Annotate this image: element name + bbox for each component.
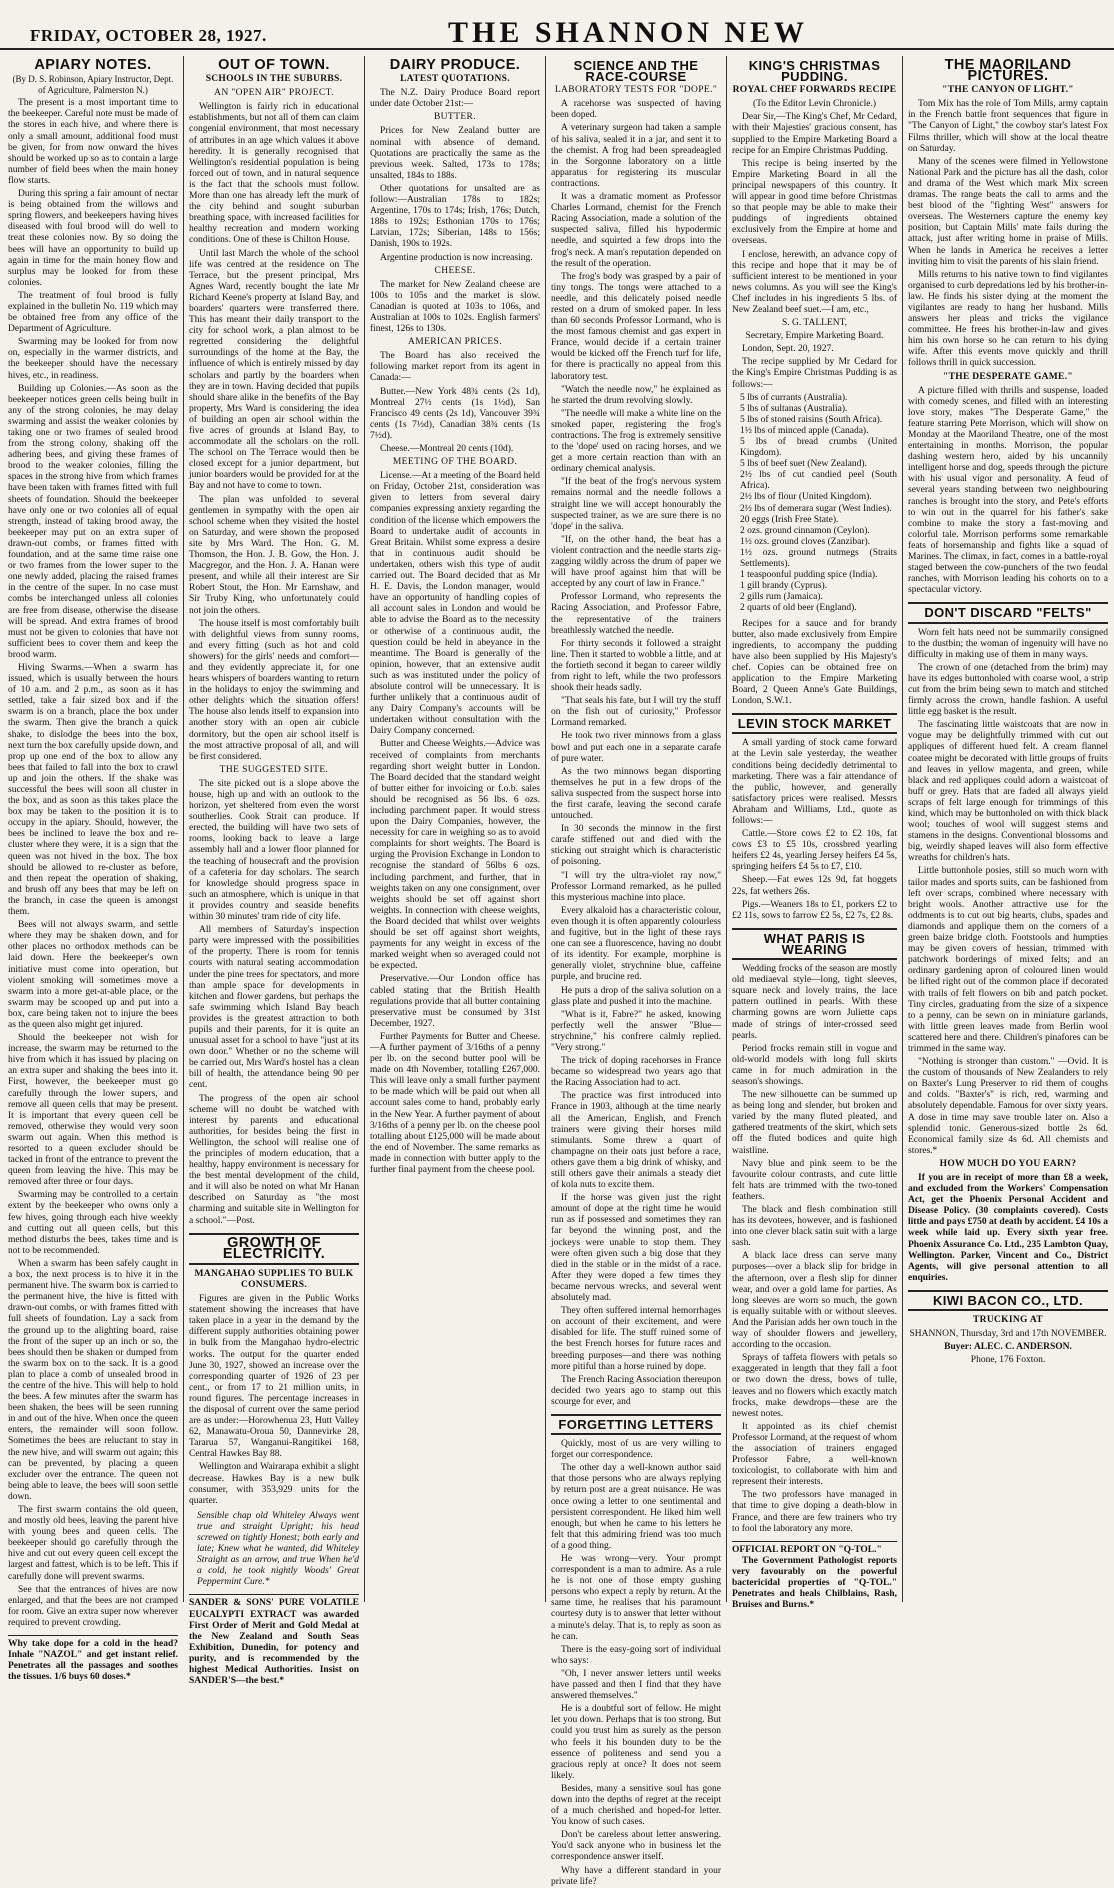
article-subtitle: "THE CANYON OF LIGHT." (942, 85, 1074, 96)
paragraph: Quickly, most of us are very willing to forget our correspondence. (551, 1439, 721, 1461)
advertisement-buyer: Buyer: ALEC. C. ANDERSON. (944, 1342, 1072, 1353)
paragraph: Swarming may be looked for from now on, especially in the warmer districts, and the beekeeper should have the necessary hives, etc., in readiness. (8, 337, 178, 381)
paragraph: "What is it, Fabre?" he asked, knowing perfectly well the answer "Blue—strychnine," his confrere calmly replied. "Very strong." (551, 1009, 721, 1053)
column-science-racecourse (551, 56, 721, 1887)
signature-name: S. G. TALLENT, (781, 318, 848, 329)
paragraph: The recipe supplied by Mr Cedard for the King's Empire Christmas Pudding is as follows:— (732, 357, 897, 390)
paragraph: The market for New Zealand cheese are 100s to 105s and the market is slow. Canadian is quoted at 103s to 106s, and Australian at 100s to 102s. English farmers' finest, 126s to 130s. (370, 279, 540, 335)
advertisement-nazol: Why take dope for a cold in the head? Inhale "NAZOL" and get instant relief. Penetrates all the passages and soothes the tissues. 1/6 buys 60 doses.* (8, 1635, 178, 1683)
article-kicker: AN "OPEN AIR" PROJECT. (214, 88, 334, 99)
paragraph: It appointed as its chief chemist Professor Lormand, at the request of whom the association of trainers engaged Professor Fabre, a well-known toxicologist, to collaborate with him and represent their interests. (732, 1421, 897, 1488)
recipe-item: 2½ lbs of cut candied peel (South Africa). (740, 470, 897, 492)
paragraph: Wellington and Wairarapa exhibit a slight decrease. Hawkes Bay is a new bulk consumer, with 353,929 units for the quarter. (189, 1462, 359, 1506)
article-subtitle: MANGAHAO SUPPLIES TO BULK CONSUMERS. (194, 1268, 354, 1290)
paragraph: See that the entrances of hives are now enlarged, and that the bees are not cramped for room. Give an extra super now wherever required to prevent crowding. (8, 1584, 178, 1628)
paragraph: Every alkaloid has a characteristic colour, even though it is often apparently colourless and fugitive, but in the light of these rays one can see a fluorescence, having no doubt of its identity. For example, morphine is generally violet, strychnine blue, caffeine purple, and brucine red. (551, 905, 721, 983)
paragraph: He took two river minnows from a glass bowl and put each one in a separate carafe of pure water. (551, 731, 721, 764)
issue-date: FRIDAY, OCTOBER 28, 1927. (30, 26, 267, 45)
paragraph: The house itself is most comfortably built with delightful views from sunny rooms, and every fitting (such as hot and cold showers) for the girls' needs and comfort—and they evidently appreciate it, for one hears whispers of boarders wanting to return in the holidays to enjoy the swimming and other delights which the situation offers! The house also lends itself to expansion into another story with an open air cubicle dormitory, but the open air school itself is the most attractive proposal of all, and will be first considered. (189, 618, 359, 762)
article-title: LEVIN STOCK MARKET (732, 713, 897, 734)
paragraph: The plan was unfolded to several gentlemen in sympathy with the open air school scheme when they visited the hostel on Saturday, and were shown the proposed site by Mrs Ward. The Hon. G. M. Thomson, the Hon. J. B. Gow, the Hon. J. Macgregor, and the Hon. J. A. Hanan were present, and while all their interest are Sir Robert Stout, the Hon. Mr Earnshaw, and Sir Truby King, who unfortunately could not join the others. (189, 494, 359, 616)
paragraph: Sheep.—Fat ewes 12s 9d, fat hoggets 22s, fat wethers 26s. (732, 875, 897, 897)
paragraph: "Oh, I never answer letters until weeks have passed and then I find that they have answered themselves." (551, 1668, 721, 1702)
paragraph: Cheese.—Montreal 20 cents (10d). (380, 444, 514, 454)
section-heading: "THE DESPERATE GAME." (943, 371, 1073, 382)
paragraph: Preservative.—Our London office has cabled stating that the British Health regulations provide that all butter containing preservative must be consumed by 31st December, 1927. (370, 974, 540, 1029)
paragraph: The N.Z. Dairy Produce Board report under date October 21st:— (370, 88, 540, 110)
paragraph: For thirty seconds it followed a straight line. Then it started to wobble a little, and at the fortieth second it began to career wildly from right to left, while the two professors shook their heads sadly. (551, 638, 721, 694)
masthead (0, 0, 1114, 50)
paragraph: All members of Saturday's inspection party were impressed with the possibilities of the property. There is room for tennis courts with natural seating accommodation under the pine trees for spectators, and more than ample space for developments in kitchen and flower gardens, but perhaps the safe swimming which Island Bay beach provides is the greatest attraction to both pupils and their parents, for it is quite an unusual asset for a school to have "just at its own door." Whether or no the scheme will be carried out, Mrs Ward's hostel has a clean bill of health, the attendance being 90 per cent. (189, 925, 359, 1091)
recipe-item: 5 lbs of sultanas (Australia). (740, 403, 848, 414)
paragraph: Many of the scenes were filmed in Yellowstone National Park and the picture has all the dash, color and drama of the West which mark Mix screen dramas. The range beats the call to arms and the best blood of the "fighting West" answers for overseas. The Westerners capture the enemy key position, but Captain Mills' mate fails during the attack, just after writing home in praise of Mills. When he lands in America he receives a letter inviting him to visit the parents of his slain friend. (908, 156, 1108, 267)
paragraph: Navy blue and pink seem to be the favourite colour contrasts, and cute little felt hats are trimmed with the two-toned feathers. (732, 1158, 897, 1202)
advertisement-subtitle: TRUCKING AT (973, 1315, 1043, 1326)
paragraph: Dear Sir,—The King's Chef, Mr Cedard, with their Majesties' gracious consent, has supplied to the Empire Marketing Board a recipe for an Empire Christmas Pudding. (732, 112, 897, 156)
advertisement-baxters: "Nothing is stronger than custom." —Ovid. It is the custom of thousands of New Zealanders to rely on Baxter's Lung Preserver to rid them of coughs and colds. "Baxter's" is rich, red, warming and absolutely dependable. Famous for over sixty years. A dose in time may save trouble later on. Also a splendid tonic. Generous-sized bottle 2s 6d. Economical family size 4s 6d. All chemists and stores.* (908, 1057, 1108, 1156)
recipe-item: 1 teaspoonful pudding spice (India). (740, 570, 878, 581)
signature-title: Secretary, Empire Marketing Board. (745, 331, 884, 342)
paragraph: "That seals his fate, but I will try the stuff on the fish out of curiosity," Professor Lormand remarked. (551, 696, 721, 729)
article-title: OUT OF TOWN. (218, 57, 330, 73)
paragraph: The two professors have managed in that time to give doping a death-blow in France, and there are few trainers who try to fool the laboratory any more. (732, 1490, 897, 1534)
paragraph: This recipe is being inserted by the Empire Marketing Board in all the principal newspapers of this country. It will appear in good time before Christmas so that people may be able to make their puddings of ingredients obtained exclusively from the Empire at home and overseas. (732, 158, 897, 247)
paragraph: A black lace dress can serve many purposes—over a black slip for bridge in the afternoon, over a flesh slip for dinner wear, and over a gold lame for parties. As long sleeves are worn so much, the gown is equally suitable with or without sleeves. And the Parisian adds her own touch in the way of shoulder flowers and jewellery, according to the occasion. (732, 1251, 897, 1351)
paragraph: Period frocks remain still in vogue and old-world models with long full skirts came in for much admiration in the season's showings. (732, 1043, 897, 1087)
paragraph: Pigs.—Weaners 18s to £1, porkers £2 to £2 11s, sows to farrow £2 5s, £2 7s, £2 8s. (732, 899, 897, 921)
paragraph: Cattle.—Store cows £2 to £2 10s, fat cows £3 to £5 10s, crossbred yearling heifers £2 4s, yearling Jersey heifers £4 5s, springing heifers £4 5s to £7, £10. (732, 829, 897, 873)
paragraph: The practice was first introduced into France in 1903, although at the time nearly all the American, English, and French trainers were giving their horses mild stimulants. Some threw a quart of champagne on their oats just before a race, others gave them a big drink of whisky, and still others gave their animals a steady diet of kola nuts to excite them. (551, 1091, 721, 1191)
column-rule (902, 56, 903, 1602)
paragraph: Further Payments for Butter and Cheese.—A further payment of 3/16ths of a penny per lb. on the second butter pool will be made on 4th November, totalling £267,000. This will leave only a small further payment to be made which will be paid out when all account sales come to hand, probably early in the New Year. A further payment of about 3/16ths of a penny per lb. on the cheese pool totalling about £125,000 will be made about the end of November. The same remarks as made in connection with butter apply to the further final payment from the cheese pool. (370, 1031, 540, 1175)
recipe-list (740, 393, 897, 615)
paragraph: (To the Editor Levin Chronicle.) (752, 99, 877, 110)
advertisement-phone: Phone, 176 Foxton. (970, 1355, 1046, 1366)
article-title: KING'S CHRISTMAS PUDDING. (748, 58, 881, 85)
article-subtitle: LATEST QUOTATIONS. (400, 74, 510, 85)
paragraph: "If the beat of the frog's nervous system remains normal and the needle follows a straight line we will accept honourably the suspected trainer, as we are sure there is no 'dope' in the saliva. (551, 477, 721, 532)
article-title: APIARY NOTES. (34, 57, 152, 73)
paragraph: "Watch the needle now," he explained as he started the drum revolving slowly. (551, 384, 721, 406)
paragraph: The first swarm contains the old queen, and mostly old bees, leaving the parent hive with young bees and queen cells. The beekeeper should go carefully through the hive and cut out every queen cell except the largest and fattest, which is to be left. This if carefully done will prevent swarms. (8, 1505, 178, 1582)
column-christmas-pudding (732, 56, 897, 1611)
recipe-item: 5 lbs of currants (Australia). (740, 392, 848, 403)
section-heading: HOW MUCH DO YOU EARN? (939, 1158, 1077, 1169)
recipe-item: 1 gill brandy (Cyprus). (740, 581, 828, 592)
paragraph: A racehorse was suspected of having been doped. (551, 99, 721, 121)
section-heading: AMERICAN PRICES. (407, 337, 503, 348)
article-byline: (By D. S. Robinson, Apiary Instructor, Dept. of Agriculture, Palmerston N.) (12, 74, 174, 96)
paragraph: Other quotations for unsalted are as follow:—Australian 178s to 182s; Argentine, 170s to 174s; Irish, 176s; Dutch, 188s to 192s; Esthonian 170s to 176s; Latvian, 172s; Siberian, 148s to 156s; Danish, 190s to 192s. (370, 183, 540, 250)
paragraph: I enclose, herewith, an advance copy of this recipe and hope that it may be of sufficient interest to be mentioned in your news columns. As you will see the King's Chef includes in his ingredients 5 lbs. of New Zealand beef suet.—I am, etc., (732, 249, 897, 315)
column-rule (545, 56, 546, 1602)
dateline: London, Sept. 20, 1927. (742, 344, 834, 355)
column-maoriland-pictures (908, 56, 1108, 1602)
article-title: DAIRY PRODUCE. (389, 57, 521, 73)
advertisement-sanders: SANDER & SONS' PURE VOLATILE EUCALYPTI EXTRACT was awarded First Order of Merit and Gold Medal at the New Zealand and South Seas Exhibition, Dunedin, for potency and purity, and is recommended by the highest Medical Authorities. Insist on SANDER'S—the best.* (189, 1594, 359, 1687)
paragraph: Mills returns to his native town to find vigilantes organised to curb depredations led by his brother-in-law. He finds his sister dying at the moment the vigilantes are ready to hang her husband. Mills answers her pleas and tricks the vigilance committee. He frees his brother-in-law and gives him his own horse so he can return to his dying wife. After this events move quickly and thrill follows thrill in quick succession. (908, 269, 1108, 369)
paragraph: Why have a different standard in your private life? (551, 1865, 721, 1887)
recipe-item: 20 eggs (Irish Free State). (740, 514, 839, 525)
advertisement-title: KIWI BACON CO., LTD. (908, 1290, 1108, 1311)
recipe-item: 5 lbs of stoned raisins (South Africa). (740, 414, 883, 425)
paragraph: Wellington is fairly rich in educational establishments, but not all of them can claim congenial environment, that most necessary of attributes in an age which values it above heredity. It is generally recognised that Wellington's residential population is being forced out of town, and in natural sequence is the fact that the schools must follow. More than one has already left the murk of the city behind and sought suburban breathing space, with increased facilities for healthy recreation and modern working conditions. One of these is Chilton House. (189, 102, 359, 246)
paragraph: Sprays of taffeta flowers with petals so exaggerated in length that they fall a foot or two down the dress, bows of tulle, leaves and no flowers which exactly match frocks, make dewdrops—these are the newest notes. (732, 1353, 897, 1419)
paragraph: Argentine production is now increasing. (380, 252, 533, 263)
article-title: DON'T DISCARD "FELTS" (908, 602, 1108, 623)
paragraph: During this spring a fair amount of nectar is being obtained from the willows and spring flowers, and beekeepers having hives diseased with foul brood will do well to treat these colonies now. By so doing the bees will have an opportunity to build up again in time for the main honey flow and surplus may be looked for from these colonies. (8, 189, 178, 288)
paragraph: Building up Colonies.—As soon as the beekeeper notices green cells being built in any of the strong colonies, he may delay swarming and assist the weaker colonies by taking one or two frames of sealed brood from the strong colony, shaking off the adhering bees, and giving these frames of brood to the weaker colonies, filling the spaces in the strong hive from which frames have been taken with frames fitted with full sheets of foundation. Should the beekeeper have only one or two colonies all of equal strength, instead of taking brood away, the beekeeper may put on an extra super of drawn-out combs, or frames fitted with foundation, and at the same time raise one or two frames from the lower super to the one newly added, placing the raised frames in the centre of the super. In no case must combs be interchanged unless all colonies are free from disease, otherwise the disease will be spread. And extra frames of brood must not be given to colonies that have not sufficient bees to cover them and keep the brood warm. (8, 383, 178, 660)
paragraph: Butter and Cheese Weights.—Advice was received of complaints from merchants regarding short weight butter in London. The Board decided that the standard weight of butter either for invoicing or f.o.b. sales should be recognised as 56 lbs. 6 ozs. including parchment paper. It would stress upon the Dairy Companies, however, the necessity for care in weighing so as to avoid complaints for short weights. The Board is urging the Provision Exchange in London to recognise the standard of 56lbs 6 ozs. including parchment, and further, that in weights taken on any one consignment, over weights should be set off against short weights. In connection with cheese weights, the Board decided that whilst over weights should be set off against short weights, payments for any weight in excess of the marked weight when so averaged could not be expected. (370, 739, 540, 972)
paragraph: Hiving Swarms.—When a swarm has issued, which is usually between the hours of 10 a.m. and 2 p.m., as soon as it has settled, take a fair sized box and if the swarm is on a branch, place the box under the swarm. Then give the branch a quick shake, to dislodge the bees into the box, next turn the box carefully upside down, and prop up one end of the box to allow any bees that failed to fall into the box to crawl up and join the others. If the shake was successful the bees will soon all cluster in the box, and as soon as this takes place the box may be taken to the position it is to occupy in the apiary. Should, however, the bees be inclined to leave the box and re-cluster where they were, it is a sign that the queen was not hived in the box. The box should be allowed to re-cluster as before, and then repeat the operation of shaking, and brush off any bees that may be left on the branch, in case the queen is amongst them. (8, 662, 178, 918)
paragraph: The other day a well-known author said that those persons who are always replying by return post are a great nuisance. He was once owing a letter to one sentimental and persistent correspondent. He liked him well enough, but when he came to his letters he felt that this admiring friend was too much of a good thing. (551, 1463, 721, 1551)
paragraph: Besides, many a sensitive soul has gone down into the depths of regret at the receipt of a much cherished and hoped-for letter. You know of such cases. (551, 1783, 721, 1828)
article-subtitle: ROYAL CHEF FORWARDS RECIPE (732, 85, 897, 96)
paragraph: The black and flesh combination still has its devotees, however, and is fashioned into one clever black satin suit with a large sash. (732, 1205, 897, 1249)
column-dairy-produce (370, 56, 540, 1602)
paragraph: Little buttonhole posies, still so much worn with tailor mades and sports suits, can be fashioned from left over scraps, combined where necessary with bright wools. Another attractive use for the oddments is to cut out big hearts, clubs, spades and diamonds and applique them on the corners of a green baize bridge cloth. Footstools and humpties may be given covers of hessian, trimmed with patchwork borderings of mixed felts; and an ordinary gardening apron of coloured linen would be lifted right out of the common place if decorated with trails of felt flowers on bib and patch pocket. Tiny circles, graduating from the size of a sixpence to a penny, can be sewn on in miniature garlands, with little green leaves made from Berlin wool scattered here and there. Children's pinafores can be trimmed in the same way. (908, 866, 1108, 1054)
column-rule (364, 56, 365, 1602)
newspaper-title: THE SHANNON NEW (448, 16, 809, 49)
article-title: WHAT PARIS IS WEARING (732, 928, 897, 960)
paragraph: The treatment of foul brood is fully explained in the bulletin No. 119 which may be obtained free from any office of the Department of Agriculture. (8, 290, 178, 335)
advertisement-dates: SHANNON, Thursday, 3rd and 17th NOVEMBER. (909, 1329, 1107, 1340)
article-title: FORGETTING LETTERS (551, 1414, 721, 1435)
paragraph: A small yarding of stock came forward at the Levin sale yesterday, the weather conditions being decidedly detrimental to marketing. There was a fair attendance of the public, however, and generally satisfactory prices were realised. Messrs Abraham and Williams, Ltd., quote as follows:— (732, 738, 897, 826)
paragraph: The present is a most important time to the beekeeper. Careful note must be made of the stores in each hive, and where there is only a small amount, additional food must be given, for from now onward the hives should be worked up so as to contain a large number of field bees when the main honey flow starts. (8, 98, 178, 186)
paragraph: He puts a drop of the saliva solution on a glass plate and pushed it into the machine. (551, 985, 721, 1007)
paragraph: The French Racing Association thereupon decided two years ago to stamp out this scourge for ever, and (551, 1374, 721, 1407)
paragraph: Recipes for a sauce and for brandy butter, also made exclusively from Empire ingredients, to accompany the pudding have also been supplied by His Majesty's chef. Copies can be obtained free on application to the Empire Marketing Board, 2 Queen Anne's Gate Buildings, London, S.W.1. (732, 618, 897, 707)
paragraph: The crown of one (detached from the brim) may have its edges buttonholed with coarse wool, a strip cut from the brim being sewn to match and stitched firmly across the crown, handle fashion. A useful little egg basket is the result. (908, 662, 1108, 718)
recipe-item: 2 ozs. ground cinnamon (Ceylon). (740, 525, 870, 536)
recipe-item: 2 quarts of old beer (England). (740, 603, 857, 614)
paragraph: The frog's body was grasped by a pair of tiny tongs. The tongs were attached to a needle, and this delicately poised needle rested on a drum of smoked paper. In less than 60 seconds Professor Lormand, who is the most famous chemist and gas expert in France, would decide if a certain trainer would be kicked off the French turf for life, for there is practically no appeal from this laboratory test. (551, 271, 721, 382)
paragraph: The new silhouette can be summed up as being long and slender, but broken and varied by the many fluted pleated, and gathered treatments of the skirt, which sets off the fluted bodices and quite high waistline. (732, 1090, 897, 1156)
paragraph: If the horse was given just the right amount of dope at the right time he would run as if possessed and sometimes they ran far beyond the winning post, and the jockeys were unable to stop them. They were often given such a big dose that they died in the stable or in the midst of a race. After they were doped a few times they became nervous wrecks, and several went absolutely mad. (551, 1193, 721, 1304)
paragraph: A veterinary surgeon had taken a sample of his saliva, sealed it in a jar, and sent it to the chemist. A frog had been spreadeagled in the Sorgonne laboratory on a little apparatus for registering its muscular contractions. (551, 123, 721, 189)
paragraph: The site picked out is a slope above the house, high up and with an outlook to the horizon, yet sheltered from even the worst southerlies. Cook Strait can produce. If erected, the building will have two sets of rooms, looking back to leave a large assembly hall and a lower floor planned for the teaching of housecraft and the provision of a cafeteria for day scholars. The search for knowledge should progress space in such an atmosphere, which is unique in that it provides country and seaside benefits within 30 minutes' tram ride of city life. (189, 778, 359, 923)
paragraph: In 30 seconds the minnow in the first carafe stiffened out and died with the sticking out straight which is characteristic of poisoning. (551, 824, 721, 868)
article-subtitle: SCHOOLS IN THE SUBURBS. (205, 74, 343, 85)
recipe-item: 1½ ozs. ground nutmegs (Straits Settlements). (740, 547, 897, 570)
paragraph: Professor Lormand, who represents the Racing Association, and Professor Fabre, the representative of the trainers breathlessly watched the needle. (551, 592, 721, 636)
recipe-item: 2½ lbs of demerara sugar (West Indies). (740, 503, 892, 514)
recipe-item: 5 lbs of beef suet (New Zealand). (740, 459, 867, 470)
paragraph: Prices for New Zealand butter are nominal with absence of demand. Quotations are practically the same as the previous week. Salted, 173s to 178s; unsalted, 184s to 188s. (370, 126, 540, 181)
paragraph: Bees will not always swarm, and settle where they may be shaken down, and for other places no orthodox methods can be laid down. Here the beekeeper's own initiative must come into operation, but violent smoking will sometimes move a swarm into a more get-at-able place, or the swarm may be scooped up and put into a box, care being taken not to injure the bees as the queen also might get injured. (8, 920, 178, 1030)
paragraph: They often suffered internal hemorrhages on account of their excitement, and were disabled for life. The stuff ruined some of the best French horses for future races and breeding purposes—and there was nothing more pitiful than a horse ruined by dope. (551, 1306, 721, 1372)
article-title: THE MAORILAND PICTURES. (944, 57, 1072, 85)
paragraph: The trick of doping racehorses in France became so widespread two years ago that the Racing Association had to act. (551, 1056, 721, 1089)
recipe-item: 2½ lbs of flour (United Kingdom). (740, 492, 872, 503)
paragraph: Swarming may be controlled to a certain extent by the beekeeper who owns only a few hives, going through each hive weekly and cutting out all queen cells, but this method disturbs the bees, takes time and is not to be recommended. (8, 1190, 178, 1256)
column-rule (726, 56, 727, 1602)
section-heading: MEETING OF THE BOARD. (392, 457, 518, 468)
paragraph: "I will try the ultra-violet ray now," Professor Lormand remarked, as he pulled this mysterious machine into place. (551, 870, 721, 903)
paragraph: When a swarm has been safely caught in a box, the next process is to hive it in the permanent hive. The swarm box is carried to the permanent hive, the hive is fitted with drawn-out combs, or with frames fitted with full sheets of foundation. Lay a sack from the ground up to the alighting board, raise the front of the super up an inch or so, the bees should then be shaken or dumped from the swarm box on to the sack. It is a good plan to place a comb of unsealed brood in the centre of the hive. This will help to hold the bees. A few minutes after the swarm has been shaken, the bees will be seen running in and out of the hive. When once the queen enters, the remainder will soon follow. Sometimes the bees are reluctant to stay in the new hive, and will swarm out again; this can be prevented, by placing a queen excluder over the entrance. The queen not being able to leave, the bees will soon settle down. (8, 1258, 178, 1502)
recipe-item: 2 gills rum (Jamaica). (740, 592, 823, 603)
section-heading: CHEESE. (434, 265, 476, 276)
recipe-item: 1½ lbs of minced apple (Canada). (740, 425, 869, 436)
paragraph: Figures are given in the Public Works statement showing the increases that have taken place in a year in the demand by the different supply authorities obtaining power in bulk from the Mangahao hydro-electric works. The output for the quarter ended June 30, 1927, showed an increase over the corresponding quarter of 1926 of 23 per cent., or from 17 to 21 million units, in round figures. The percentage increases in the disposal of current over the same period are as under:—Horowhenua 23, Hutt Valley 62, Manawatu-Oroua 50, Dannevirke 28, Tararua 57, Wanganui-Rangitikei 168, Central Hawkes Bay 88. (189, 1294, 359, 1460)
column-out-of-town (189, 56, 359, 1687)
article-title: SCIENCE AND THE RACE-COURSE (573, 58, 699, 85)
paragraph: Butter.—New York 48¾ cents (2s 1d), Montreal 27½ cents (1s 1½d), San Francisco 49 cents (2s 1d), Vancouver 39¾ cents (1s 7½d), Canadian 38¾ cents (1s 7½d). (370, 386, 540, 441)
paragraph: Should the beekeeper not wish for increase, the swarm may be returned to the hive from which it has issued by placing on an extra super and shaking the bees into it. First, however, the beekeeper must go carefully through the lower supers, and remove all queen cells that may be present. It is important that every queen cell be removed, otherwise they would very soon swarm out again. When this method is resorted to a queen excluder should be tacked in front of the entrance to prevent the queen from leaving the hive. This may be removed after three or four days. (8, 1033, 178, 1188)
article-subtitle: LABORATORY TESTS FOR "DOPE." (554, 85, 718, 96)
paragraph: Worn felt hats need not be summarily consigned to the dustbin; the woman of ingenuity will have no difficulty in making use of them in many ways. (908, 627, 1108, 660)
section-heading: THE SUGGESTED SITE. (219, 764, 329, 775)
column-rule (183, 56, 184, 1602)
section-heading: BUTTER. (433, 112, 477, 123)
paragraph: The fascinating little waistcoats that are now in vogue may be delightfully trimmed with cut out appliques of different hued felt. A cream flannel coatee might be decorated with little groups of fruits and leaves in yellow magenta, and green, while black and red appliques could adorn a waistcoat of buff or grey. Hats that are faded all always yield scraps of felt large enough for trimmings of this kind, which may be buttonholed on with thick black wool; touches of wool will suggest stems and stamens in the designs. Conventional blossoms and big, weirdly shaped leaves will also form effective wreaths for children's hats. (908, 720, 1108, 864)
paragraph: The Board has also received the following market report from its agent in Canada:— (370, 351, 540, 384)
paragraph: License.—At a meeting of the Board held on Friday, October 21st, consideration was given to letters from several dairy companies expressing anxiety regarding the condition of the license which empowers the Board to undertake audit of accounts in Great Britain. Whilst some express a desire that in continuous audit should be undertaken, others wish this type of audit carried out. The Board decided that as Mr H. E. Davis, the London manager, would have an opportunity of handling copies of all account sales in London and would be able to advise the Board as to the necessity or otherwise of a continuous audit, the question could be held in abeyance in the meantime. The Board is generally of the opinion, however, that an extensive audit such as was instituted under the policy of absolute control will be unnecessary. It is further unlikely that a continuous audit of any Dairy Company's accounts will be undertaken without consultation with the Dairy Company concerned. (370, 471, 540, 737)
paragraph: Wedding frocks of the season are mostly old mediaeval style—long, tight sleeves, square neck and lovely trains, the lace pattern outlined in pearls. With these charming gowns are worn Juliette caps made of strings of inter-crossed seed pearls. (732, 964, 897, 1041)
paragraph: He was wrong—very. Your prompt correspondent is a man to admire. As a rule he is not one of those empty gushing persons who expect a reply by return. At the same time, he realises that his paramount courtesy duty is to answer that letter without a minute's delay. That is, to reply as soon as he can. (551, 1554, 721, 1642)
paragraph: There is the easy-going sort of individual who says: (551, 1644, 721, 1666)
paragraph: "The needle will make a white line on the smoked paper, registering the frog's contractions. The frog is extremely sensitive to the 'dope' used on racing horses, and we get a more certain reaction than with an ordinary chemical analysis. (551, 408, 721, 475)
paragraph: Tom Mix has the role of Tom Mills, army captain in the French battle front sequences that figure in "The Canyon of Light," the cowboy star's latest Fox Films thriller, which will show at the local theatre on Saturday. (908, 99, 1108, 154)
paragraph: He is a doubtful sort of fellow. He might let you down. Perhaps that is too strong. But could you trust him as surely as the person who feels it his bounden duty to be the essence of politeness and send you a gracious reply at once? It does not seem likely. (551, 1704, 721, 1781)
paragraph: Until last March the whole of the school life was centred at the residence on The Terrace, but the present principal, Mrs Agnes Ward, recently bought the late Mr Richard Keene's property at Island Bay, and boarders' quarters were transferred there. This has meant their daily transport to the city for school work, a plan almost to be regretted considering the delightful surroundings of the home at the Bay, the influence of which is entirely missed by day scholars and partly by the boarders when they are in town. Having decided that pupils should share alike in the benefits of the Bay property, Mrs Ward is considering the idea of building an open air school within the five acres of grounds at Island Bay, to accommodate all the scholars on the roll. The school on The Terrace would then be closed except for a junior department, but junior boarders would be provided for at the Bay and not have to come to town. (189, 248, 359, 492)
recipe-item: 1½ ozs. ground cloves (Zanzibar). (740, 536, 871, 547)
paragraph: "If, on the other hand, the beat has a violent contraction and the needle starts zig-zagging wildly across the drum of paper we will have proof against him that will be accepted by any court of law in France." (551, 534, 721, 590)
paragraph: The progress of the open air school scheme will no doubt be watched with interest by parents and educational authorities, for besides being the first in Wellington, the school will realise one of the principles of modern education, that a healthy, happy environment is necessary for the best mental development of the child, and it will also be noted on what Mr Hanan described on Saturday as "the most charming and suitable site in Wellington for a school."—Post. (189, 1093, 359, 1226)
report-heading: OFFICIAL REPORT ON "Q-TOL." (732, 1541, 897, 1556)
advertisement-qtol: The Government Pathologist reports very favourably on the powerful bactericidal properties of "Q-TOL." Penetrates and heals Chilblains, Rash, Bruises and Burns.* (732, 1555, 897, 1611)
column-apiary-notes (8, 56, 178, 1683)
advertisement-poem: Sensible chap old Whiteley Always went true and straight Upright; his head screwed on tightly Honest; both early and late; Knew what he wanted, did Whiteley Straight as an arrow, and true When he'd a cold, he took nightly Woods' Great Peppermint Cure.* (197, 1510, 359, 1588)
paragraph: As the two minnows began disporting themselves he put in a few drops of the saliva suspected from the suspect horse into the first carafe, leaving the second carafe untouched. (551, 766, 721, 822)
article-title: GROWTH OF ELECTRICITY. (189, 1233, 359, 1265)
advertisement-phoenix: If you are in receipt of more than £8 a week, and excluded from the Workers' Compensation Act, get the Phoenix Personal Accident and Disease Policy. (30 complaints covered). Costs little and pays £750 at death by accident. £4 10s a week while laid up. Every sixth year free. Phoenix Assurance Co. Ltd., 235 Lambton Quay, Wellington. Parker, Vincent and Co., District Agents, will give personal attention to all enquiries. (908, 1173, 1108, 1283)
paragraph: Don't be careless about letter answering. You'd sack anyone who in business let the correspondence answer itself. (551, 1830, 721, 1863)
paragraph: A picture filled with thrills and suspense, loaded with comedy scenes, and filled with an interesting love story, makes "The Desperate Game," the feature starring Pete Morrison, which will show on Monday at the Maoriland Theatre, one of the most entertaining in months. Morrison, the popular dashing western hero, aided by his uncannily intelligent horse and dog, speeds through the picture with his usual vigor and personality. A feud of several years standing between two neighbouring ranches is brought into the story, and Pete's efforts to win out in the quarrel for his father's sake combine to make the story a fast-moving and colorful tale. Morrison performs some remarkable feats of horsemanship and fights like a squad of Marines. The climax, in fact, comes in a battle-royal staged between the cow-punchers of the two feudal ranches, with Morrison leading his cohorts on to a spectacular victory. (908, 385, 1108, 596)
paragraph: It was a dramatic moment as Professor Charles Lormand, chemist for the French Racing Association, made a solution of the suspected saliva, filled his hypodermic needle, and squirted a few drops into the frog's neck. A man's reputation depended on the result of the operation. (551, 192, 721, 269)
recipe-item: 5 lbs of bread crumbs (United Kingdom). (740, 437, 897, 459)
